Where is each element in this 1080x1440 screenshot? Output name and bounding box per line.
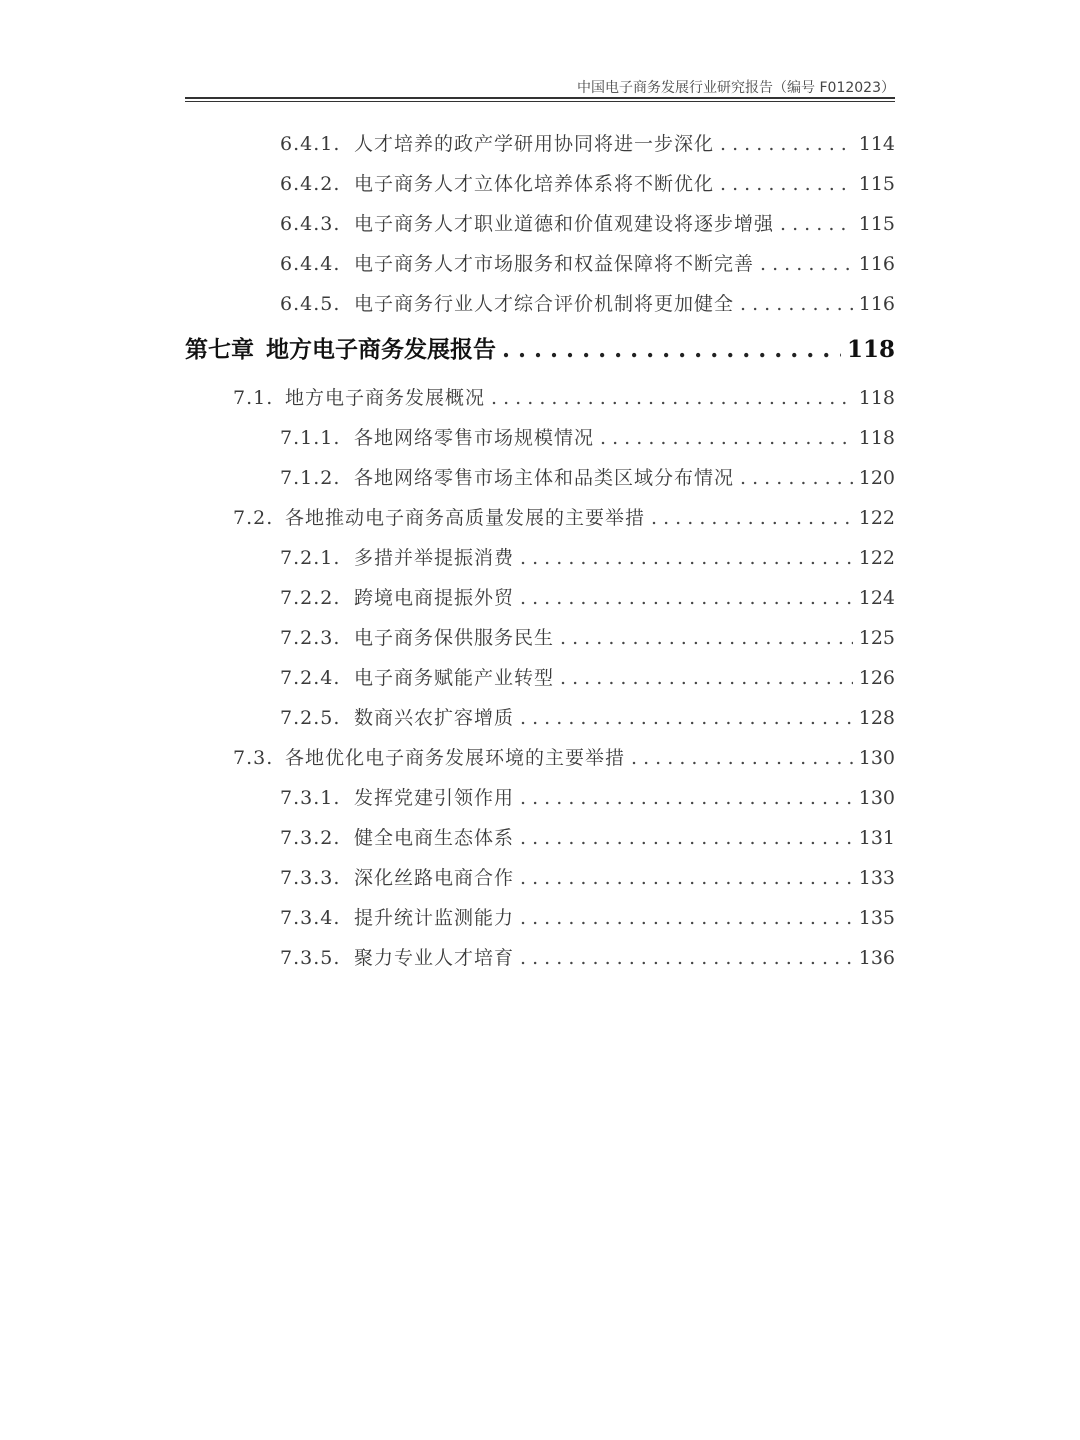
toc-entry-title: 电子商务赋能产业转型 — [354, 667, 555, 689]
toc-dot-leader — [520, 863, 853, 893]
toc-entry-page: 125 — [858, 627, 895, 649]
toc-entry-page: 115 — [858, 173, 895, 195]
toc-entry-title: 提升统计监测能力 — [354, 907, 515, 929]
toc-entry-title: 人才培养的政产学研用协同将进一步深化 — [354, 133, 715, 155]
toc-entry-title: 跨境电商提振外贸 — [354, 587, 515, 609]
toc-dot-leader — [502, 332, 841, 368]
toc-entry-title: 各地网络零售市场主体和品类区域分布情况 — [354, 467, 735, 489]
toc-chapter-title: 地方电子商务发展报告 — [266, 336, 496, 363]
toc-dot-leader — [720, 129, 853, 159]
running-header: 中国电子商务发展行业研究报告（编号 F012023） — [577, 80, 895, 96]
toc-dot-leader — [740, 463, 853, 493]
toc-entry-page: 136 — [858, 947, 895, 969]
toc-entry-number: 7.1.2. — [280, 467, 341, 489]
toc-dot-leader — [520, 943, 853, 973]
toc-entry[interactable] — [280, 943, 895, 973]
toc-entry-number: 7.2.1. — [280, 547, 341, 569]
toc-entry[interactable] — [280, 663, 895, 693]
toc-entry[interactable] — [280, 703, 895, 733]
toc-entry[interactable] — [280, 903, 895, 933]
toc-entry-page: 128 — [858, 707, 895, 729]
toc-dot-leader — [760, 249, 853, 279]
toc-section-entry[interactable] — [233, 743, 895, 773]
toc-entry-number: 7.3.2. — [280, 827, 341, 849]
toc-dot-leader — [520, 583, 853, 613]
toc-entry[interactable] — [280, 289, 895, 319]
toc-entry-title: 各地优化电子商务发展环境的主要举措 — [285, 747, 626, 769]
toc-entry-page: 120 — [858, 467, 895, 489]
toc-entry[interactable] — [280, 209, 895, 239]
toc-entry-page: 133 — [858, 867, 895, 889]
header-rule-thick — [185, 97, 895, 99]
toc-entry-page: 122 — [858, 507, 895, 529]
toc-entry[interactable] — [280, 423, 895, 453]
toc-entry-number: 7.3.5. — [280, 947, 341, 969]
toc-entry-page: 118 — [858, 387, 895, 409]
toc-dot-leader — [520, 783, 853, 813]
toc-dot-leader — [520, 543, 853, 573]
toc-entry[interactable] — [280, 543, 895, 573]
toc-entry-title: 电子商务人才市场服务和权益保障将不断完善 — [354, 253, 755, 275]
toc-entry[interactable] — [280, 129, 895, 159]
toc-entry-title: 电子商务保供服务民生 — [354, 627, 555, 649]
toc-entry-number: 7.3.3. — [280, 867, 341, 889]
toc-entry-title: 深化丝路电商合作 — [354, 867, 515, 889]
toc-entry-number: 6.4.3. — [280, 213, 341, 235]
toc-entry-page: 135 — [858, 907, 895, 929]
toc-entry[interactable] — [280, 583, 895, 613]
toc-entry-number: 7.2.5. — [280, 707, 341, 729]
toc-entry-number: 7.2.3. — [280, 627, 341, 649]
toc-dot-leader — [651, 503, 853, 533]
toc-dot-leader — [600, 423, 853, 453]
toc-entry[interactable] — [280, 623, 895, 653]
toc-dot-leader — [720, 169, 853, 199]
toc-entry-title: 发挥党建引领作用 — [354, 787, 515, 809]
toc-entry-page: 130 — [858, 787, 895, 809]
toc-entry[interactable] — [280, 249, 895, 279]
toc-entry-page: 124 — [858, 587, 895, 609]
toc-entry-title: 聚力专业人才培育 — [354, 947, 515, 969]
toc-entry-title: 地方电子商务发展概况 — [285, 387, 486, 409]
toc-chapter-entry[interactable] — [185, 332, 895, 368]
toc-dot-leader — [631, 743, 853, 773]
toc-entry-number: 6.4.2. — [280, 173, 341, 195]
toc-dot-leader — [780, 209, 853, 239]
toc-entry-number: 7.2.4. — [280, 667, 341, 689]
toc-dot-leader — [560, 623, 853, 653]
toc-entry[interactable] — [280, 169, 895, 199]
toc-entry-number: 7.3. — [233, 747, 274, 769]
toc-entry-title: 数商兴农扩容增质 — [354, 707, 515, 729]
toc-entry-number: 6.4.1. — [280, 133, 341, 155]
toc-entry-number: 7.1. — [233, 387, 274, 409]
toc-entry-page: 126 — [858, 667, 895, 689]
header-rule-thin — [185, 101, 895, 102]
toc-entry-title: 电子商务人才立体化培养体系将不断优化 — [354, 173, 715, 195]
toc-chapter-number: 第七章 — [185, 336, 254, 363]
toc-entry-number: 6.4.5. — [280, 293, 341, 315]
toc-entry[interactable] — [280, 823, 895, 853]
toc-entry[interactable] — [280, 783, 895, 813]
toc-entry-page: 115 — [858, 213, 895, 235]
toc-dot-leader — [520, 903, 853, 933]
toc-entry-page: 122 — [858, 547, 895, 569]
toc-entry-page: 130 — [858, 747, 895, 769]
toc-entry-number: 7.2.2. — [280, 587, 341, 609]
toc-entry-title: 电子商务人才职业道德和价值观建设将逐步增强 — [354, 213, 775, 235]
toc-entry[interactable] — [280, 463, 895, 493]
toc-dot-leader — [560, 663, 853, 693]
toc-entry-title: 电子商务行业人才综合评价机制将更加健全 — [354, 293, 735, 315]
toc-entry-title: 各地推动电子商务高质量发展的主要举措 — [285, 507, 646, 529]
toc-entry-page: 114 — [858, 133, 895, 155]
toc-entry-number: 6.4.4. — [280, 253, 341, 275]
toc-dot-leader — [520, 703, 853, 733]
toc-entry-number: 7.3.1. — [280, 787, 341, 809]
toc-section-entry[interactable] — [233, 383, 895, 413]
toc-dot-leader — [740, 289, 853, 319]
toc-entry[interactable] — [280, 863, 895, 893]
toc-dot-leader — [520, 823, 853, 853]
toc-entry-title: 各地网络零售市场规模情况 — [354, 427, 595, 449]
toc-entry-page: 116 — [858, 253, 895, 275]
toc-entry-page: 118 — [858, 427, 895, 449]
toc-entry-page: 131 — [858, 827, 895, 849]
toc-entry-title: 健全电商生态体系 — [354, 827, 515, 849]
toc-entry-title: 多措并举提振消费 — [354, 547, 515, 569]
toc-entry-number: 7.3.4. — [280, 907, 341, 929]
toc-chapter-page: 118 — [846, 336, 895, 363]
toc-section-entry[interactable] — [233, 503, 895, 533]
toc-entry-number: 7.1.1. — [280, 427, 341, 449]
toc-dot-leader — [491, 383, 853, 413]
toc-entry-number: 7.2. — [233, 507, 274, 529]
toc-entry-page: 116 — [858, 293, 895, 315]
